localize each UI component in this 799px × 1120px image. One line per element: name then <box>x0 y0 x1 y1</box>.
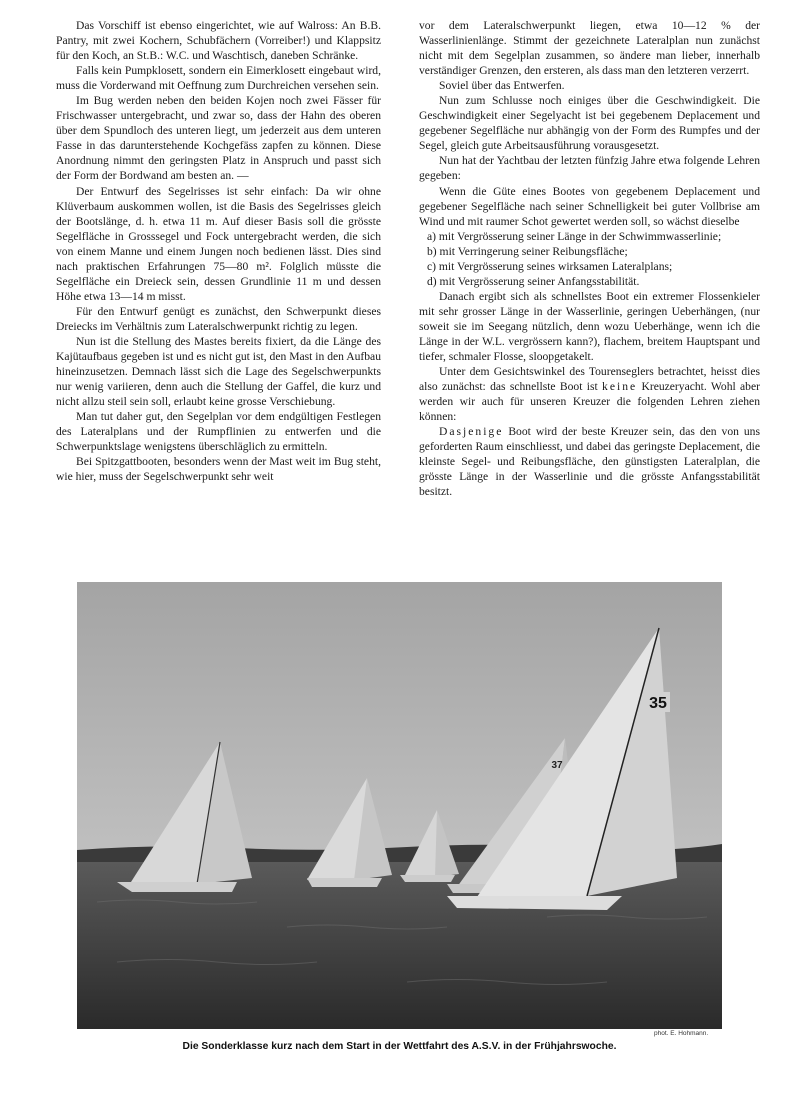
left-text-column <box>56 18 381 484</box>
list-item: c) mit Vergrösserung seines wirksamen Lateralplans; <box>427 259 673 273</box>
paragraph: Soviel über das Entwerfen. <box>439 79 565 93</box>
paragraph: Nun hat der Yachtbau der letzten fünfzig Jahre etwa folgende Lehren gegeben: <box>419 154 760 183</box>
paragraph <box>419 364 760 424</box>
emphasized-word: keine <box>602 380 638 394</box>
paragraph: Nun ist die Stellung des Mastes bereits fixiert, da die Länge des Kajütaufbaus gegeben ist und es nicht gut ist, den Mast in den Aufbau hineinzusetzen. Demnach lässt sich die Lage des Segelschwerpunkts nur wenig variieren, denn auch die Stellung der Gaffel, die kurz und nicht allzu steil sein soll, erlaubt keine grosse Verschiebung. <box>56 334 381 409</box>
text-run: Kreuzeryacht. Wohl aber werden wir auch für unseren Kreuzer die folgenden Lehren ziehen können: <box>419 380 760 424</box>
sailing-regatta-photo <box>77 582 722 1029</box>
list-item: a) mit Vergrösserung seiner Länge in der Schwimmwasserlinie; <box>427 229 722 243</box>
sail-number-37 <box>551 760 563 771</box>
list-item: d) mit Vergrösserung seiner Anfangsstabilität. <box>427 274 640 288</box>
right-text-column <box>419 18 760 500</box>
text-run: Boot wird der beste Kreuzer sein, das den von uns geforderten Raum einschliesst, und dabei das geringste Deplacement, die kleinste Segel- und Reibungsfläche, den günstigsten Lateralplan, die grösste Länge in der Wasserlinie und die grösste Anfangsstabilität besitzt. <box>419 425 760 499</box>
paragraph: Nun zum Schlusse noch einiges über die Geschwindigkeit. Die Geschwindigkeit einer Segelyacht ist bei gegebenem Deplacement und gegebener Segelfläche nur abhängig von der Form des Rumpfes und der Segel, gleich gute Arbeitsausführung vorausgesetzt. <box>419 94 760 153</box>
paragraph: Man tut daher gut, den Segelplan vor dem endgültigen Festlegen des Lateralplans und der Rumpflinien zu entwerfen und die Schwerpunktslage wenigstens überschläglich zu ermitteln. <box>56 410 381 454</box>
paragraph: vor dem Lateralschwerpunkt liegen, etwa 10—12 % der Wasserlinienlänge. Stimmt der gezeichnete Lateralplan nun zunächst nicht mit dem Segelplan zusammen, so ändere man lieber, innerhalb verständiger Grenzen, den ersteren, als dass man den letzteren verzerrt. <box>419 19 760 78</box>
svg-text:37: 37 <box>551 760 563 771</box>
photo-illustration <box>77 582 722 1029</box>
paragraph: Bei Spitzgattbooten, besonders wenn der Mast weit im Bug steht, wie hier, muss der Segelschwerpunkt sehr weit <box>56 455 381 484</box>
paragraph: Im Bug werden neben den beiden Kojen noch zwei Fässer für Frischwasser untergebracht, und zwar so, dass der Hahn des oberen über dem Spundloch des unteren liegt, um jederzeit aus dem unteren Fasse in das darunterstehende Kochgefäss zapfen zu können. Diese Anordnung nimmt den geringsten Platz in Anspruch und passt sich der Form der Bordwand am besten an. — <box>56 94 381 183</box>
paragraph <box>419 289 760 364</box>
paragraph: Das Vorschiff ist ebenso eingerichtet, wie auf Walross: An B.B. Pantry, mit zwei Kochern, Schubfächern (Vorreiber!) und Klappsitz für den Koch, an St.B.: W.C. und Waschtisch, daneben Schränke. <box>56 19 381 63</box>
paragraph: Falls kein Pumpklosett, sondern ein Eimerklosett eingebaut wird, muss die Vorderwand mit Oeffnung zum Durchreichen versehen sein. <box>56 64 381 93</box>
emphasized-word: Dasjenige <box>439 425 504 439</box>
paragraph: Für den Entwurf genügt es zunächst, den Schwerpunkt dieses Dreiecks im Verhältnis zum Lateralschwerpunkt richtig zu legen. <box>56 304 381 333</box>
paragraph: Der Entwurf des Segelrisses ist sehr einfach: Da wir ohne Klüverbaum auskommen wollen, ist die Basis des Segelrisses gleich der Bootslänge, d. h. etwa 11 m. Auf dieser Basis soll die grösste Segelfläche in Grosssegel und Fock untergebracht werden, die sich von einem Manne und einem Jungen noch bedienen lässt. Dies sind nach praktischen Erfahrungen 75—80 m². Folglich müsste die Segelfläche ein Dreieck sein, dessen Grundlinie 11 m und dessen Höhe etwa 13—14 m misst. <box>56 184 381 303</box>
sail-number-35 <box>646 692 670 712</box>
svg-text:35: 35 <box>649 695 667 712</box>
speed-factor-list <box>419 229 760 289</box>
paragraph <box>419 424 760 499</box>
text-run: Unter dem Gesichtswinkel des Tourenseglers betrachtet, heisst dies also zunächst: das schnellste Boot ist <box>419 365 760 394</box>
photo-caption: Die Sonderklasse kurz nach dem Start in der Wettfahrt des A.S.V. in der Frühjahrswoche. <box>182 1041 617 1052</box>
photo-credit: phot. E. Hohmann. <box>654 1030 709 1037</box>
list-item: b) mit Verringerung seiner Reibungsfläche; <box>427 244 628 258</box>
paragraph: Wenn die Güte eines Bootes von gegebenem Deplacement und gegebener Segelfläche nach seiner Schnelligkeit bei guter Vollbrise am Wind und mit raumer Schot gewertet werden soll, so wächst dieselbe <box>419 184 760 228</box>
text-run: Danach ergibt sich als schnellstes Boot ein extremer Flossenkieler mit sehr grosser Länge in der Wasserlinie, geringen Ueberhängen, (nur soweit sie im Seegang nützlich, denn wozu Ueberhänge, wenn ich die Länge in der W.L. vergrössern kann?), flachem, breitem Hauptspant und tiefer, schmaler Flosse, sloopgetakelt. <box>419 289 760 364</box>
